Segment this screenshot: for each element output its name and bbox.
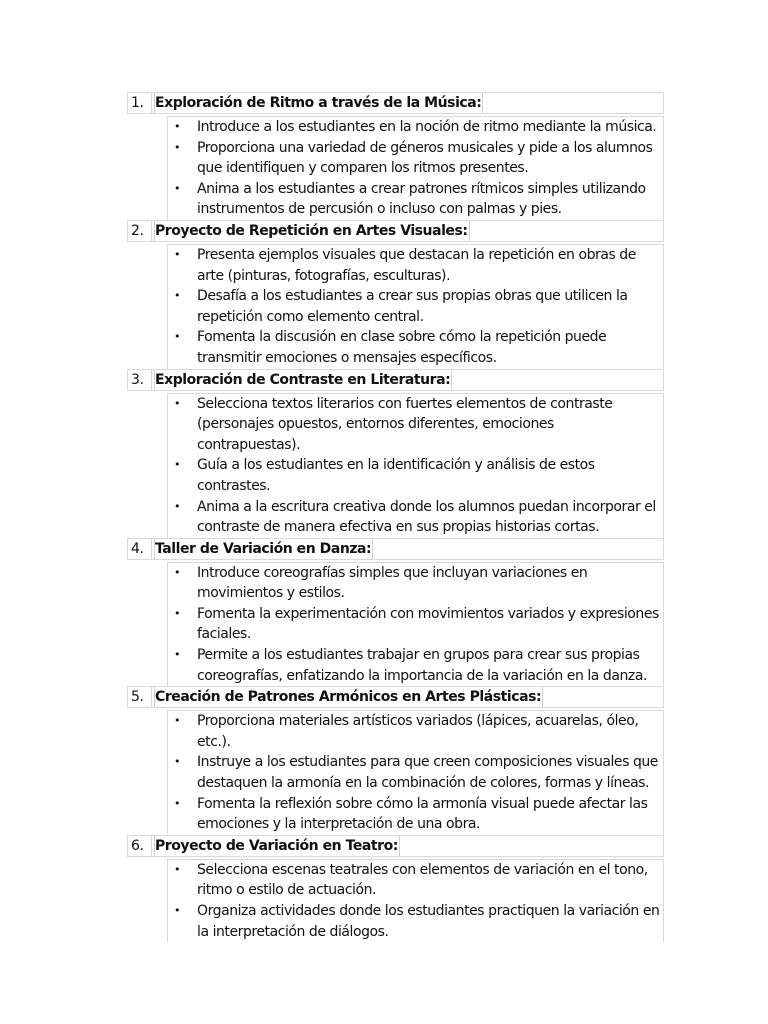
bullet-text: Proporciona materiales artísticos variados (lápices, acuarelas, óleo, etc.). (197, 713, 639, 750)
bullet-list-item (168, 604, 663, 645)
numbered-section (127, 835, 664, 942)
bullet-text: Organiza actividades donde los estudiantes practiquen la variación en la interpretación de diálogos. (197, 903, 660, 940)
bullet-list-item (168, 138, 663, 179)
bullet-text: Desafía a los estudiantes a crear sus propias obras que utilicen la repetición como elemento central. (197, 288, 628, 325)
bullet-text: Permite a los estudiantes trabajar en grupos para crear sus propias coreografías, enfatizando la importancia de la variación en la danza. (197, 647, 647, 684)
bullet-text: Fomenta la reflexión sobre cómo la armonía visual puede afectar las emociones y la interpretación de una obra. (197, 795, 648, 833)
bullet-list-item (168, 645, 663, 686)
section-body (167, 710, 664, 835)
section-body (167, 244, 664, 369)
section-title (152, 370, 663, 390)
bullet-text: Fomenta la experimentación con movimientos variados y expresiones faciales. (197, 605, 659, 643)
section-title-text: Proyecto de Variación en Teatro: (154, 836, 400, 856)
section-heading-row (127, 835, 664, 856)
bullet-icon: • (174, 330, 181, 344)
bullet-list-item (168, 860, 663, 901)
bullet-text: Guía a los estudiantes en la identificación y análisis de estos contrastes. (197, 457, 595, 494)
bullet-list-item (168, 752, 663, 793)
bullet-icon: • (174, 120, 181, 133)
bullet-list-item (168, 563, 663, 604)
section-number: 1. (128, 93, 152, 113)
bullet-text: Fomenta la discusión en clase sobre cómo la repetición puede transmitir emociones o mensajes específicos. (197, 329, 607, 366)
section-title-text: Exploración de Contraste en Literatura: (154, 370, 452, 390)
numbered-section (127, 538, 664, 687)
bullet-list-item (168, 327, 663, 368)
section-title (152, 93, 663, 113)
section-title (152, 539, 663, 559)
bullet-list-item (168, 901, 663, 942)
bullet-list (168, 245, 663, 369)
bullet-icon: • (174, 140, 181, 154)
bullet-icon: • (174, 247, 181, 261)
section-heading-row (127, 686, 664, 707)
bullet-text: Proporciona una variedad de géneros musicales y pide a los alumnos que identifiquen y comparen los ritmos presentes. (197, 139, 653, 177)
bullet-list (168, 860, 663, 942)
section-body (167, 562, 664, 687)
section-title-text: Proyecto de Repetición en Artes Visuales: (154, 221, 470, 241)
bullet-list-item (168, 394, 663, 456)
bullet-icon: • (174, 606, 181, 620)
numbered-section (127, 686, 664, 835)
bullet-icon: • (174, 499, 181, 513)
section-number: 5. (128, 687, 152, 707)
bullet-text: Introduce a los estudiantes en la noción de ritmo mediante la música. (197, 119, 657, 135)
section-heading-row (127, 369, 664, 390)
bullet-icon: • (174, 289, 181, 303)
bullet-icon: • (174, 181, 181, 195)
bullet-list-item (168, 286, 663, 327)
section-heading-row (127, 92, 664, 113)
bullet-text: Presenta ejemplos visuales que destacan la repetición en obras de arte (pinturas, fotografías, esculturas). (197, 246, 636, 284)
section-title-text: Exploración de Ritmo a través de la Música: (154, 93, 483, 113)
bullet-icon: • (174, 714, 181, 728)
document-page (127, 92, 664, 942)
bullet-text: Instruye a los estudiantes para que creen composiciones visuales que destaquen la armonía en la combinación de colores, formas y líneas. (197, 754, 658, 792)
bullet-icon: • (174, 396, 181, 410)
section-body (167, 859, 664, 942)
bullet-icon: • (174, 904, 181, 917)
section-number: 2. (128, 221, 152, 241)
section-number: 6. (128, 836, 152, 856)
bullet-icon: • (174, 862, 181, 876)
bullet-list-item (168, 179, 663, 220)
bullet-text: Selecciona escenas teatrales con elementos de variación en el tono, ritmo o estilo de actuación. (197, 861, 648, 899)
section-number: 4. (128, 539, 152, 559)
bullet-list (168, 711, 663, 835)
bullet-list-item (168, 245, 663, 286)
section-heading-row (127, 538, 664, 559)
bullet-list-item (168, 497, 663, 538)
numbered-section (127, 220, 664, 369)
section-body (167, 116, 664, 220)
section-title-text: Creación de Patrones Armónicos en Artes Plásticas: (154, 687, 543, 707)
section-body (167, 393, 664, 538)
bullet-icon: • (174, 796, 181, 810)
bullet-list (168, 563, 663, 687)
bullet-text: Introduce coreografías simples que incluyan variaciones en movimientos y estilos. (197, 564, 588, 602)
section-number: 3. (128, 370, 152, 390)
section-title (152, 836, 663, 856)
bullet-list (168, 394, 663, 538)
bullet-list-item (168, 117, 663, 138)
bullet-text: Anima a los estudiantes a crear patrones rítmicos simples utilizando instrumentos de percusión o incluso con palmas y pies. (197, 180, 646, 218)
bullet-list-item (168, 794, 663, 835)
bullet-icon: • (174, 648, 181, 662)
bullet-list (168, 117, 663, 220)
bullet-list-item (168, 455, 663, 496)
section-title (152, 221, 663, 241)
section-title-text: Taller de Variación en Danza: (154, 539, 373, 559)
numbered-section (127, 369, 664, 538)
bullet-text: Anima a la escritura creativa donde los alumnos puedan incorporar el contraste de manera efectiva en sus propias historias cortas. (197, 498, 656, 536)
bullet-list-item (168, 711, 663, 752)
section-heading-row (127, 220, 664, 241)
numbered-section (127, 92, 664, 220)
bullet-text: Selecciona textos literarios con fuertes elementos de contraste (personajes opuestos, entornos diferentes, emociones contrapuestas). (197, 395, 613, 453)
bullet-icon: • (174, 458, 181, 472)
section-title (152, 687, 663, 707)
bullet-icon: • (174, 565, 181, 579)
bullet-icon: • (174, 755, 181, 769)
